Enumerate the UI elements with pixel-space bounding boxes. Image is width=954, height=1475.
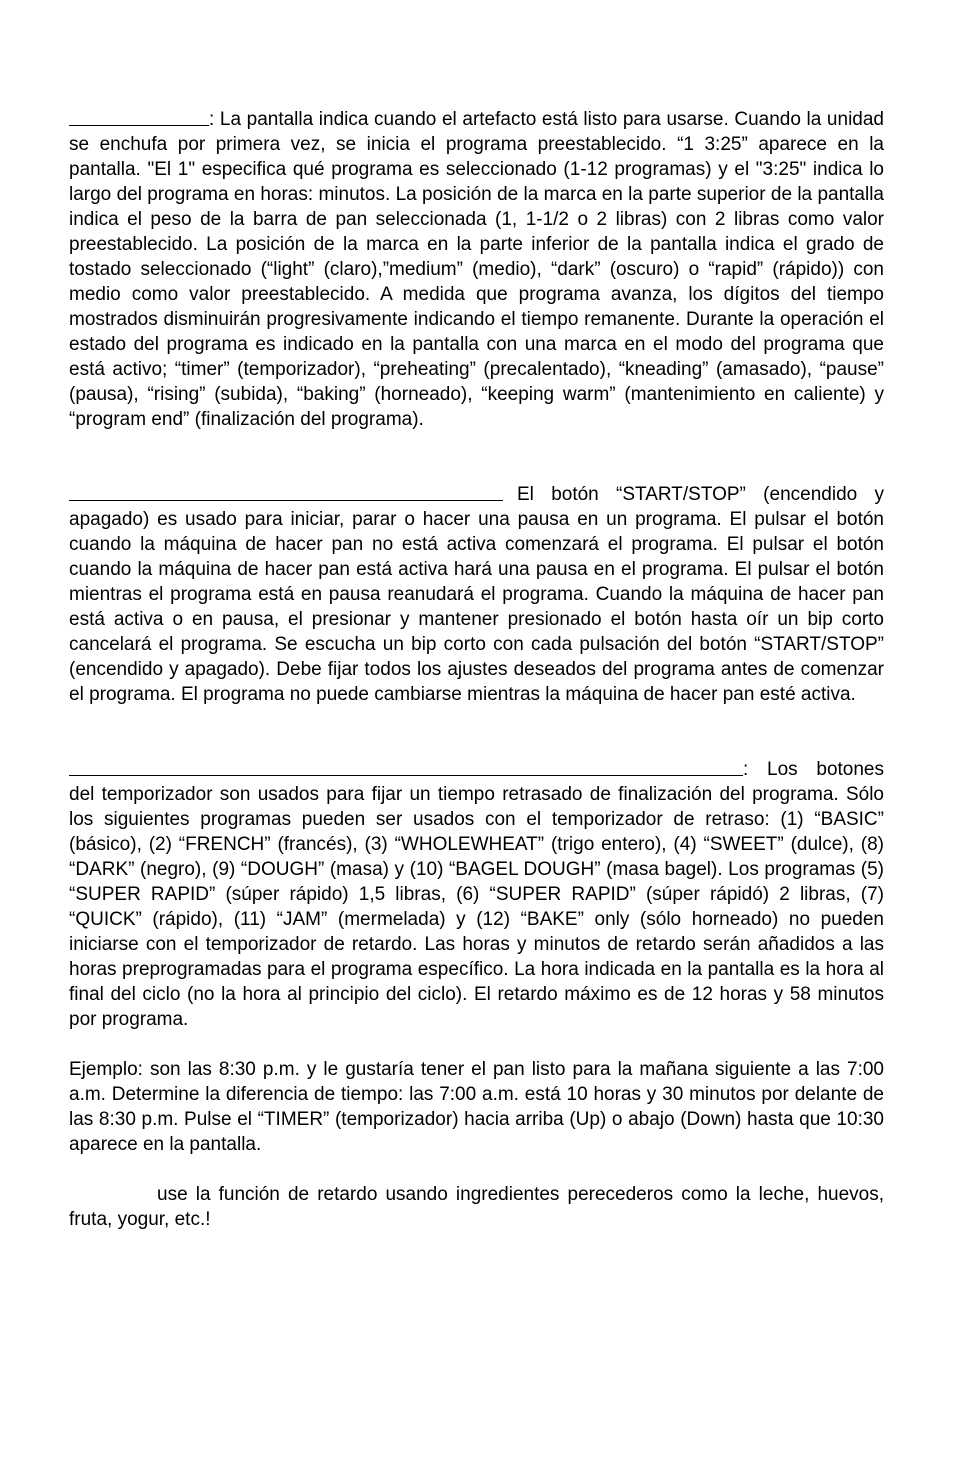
- start-stop-section: [69, 482, 884, 707]
- display-text: : La pantalla indica cuando el artefacto está listo para usarse. Cuando la unidad se enchufa por primera vez, se inicia el programa preestablecido. “1 3:25” aparece en la pantalla. "El 1" especifica qué programa es seleccionado (1-12 programas) y el "3:25" indica lo largo del programa en horas: minutos. La posición de la marca en la parte superior de la pantalla indica el peso de la barra de pan seleccionada (1, 1-1/2 o 2 libras) con 2 libras como valor preestablecido. La posición de la marca en la parte inferior de la pantalla indica el grado de tostado seleccionado (“light” (claro),”medium” (medio), “dark” (oscuro) o “rapid” (rápido)) con medio como valor preestablecido. A medida que programa avanza, los dígitos del tiempo mostrados disminuirán progresivamente indicando el tiempo remanente. Durante la operación el estado del programa es indicado en la pantalla con una marca en el modo del programa que está activo; “timer” (temporizador), “preheating” (precalentado), “kneading” (amasado), “pause” (pausa), “rising” (subida), “baking” (horneado), “keeping warm” (mantenimiento en caliente) y “program end” (finalización del programa).: [69, 109, 884, 430]
- warning-text: use la función de retardo usando ingredientes perecederos como la leche, huevos, fruta, yogur, etc.!: [69, 1184, 884, 1230]
- timer-text: : Los botones del temporizador son usados para fijar un tiempo retrasado de finalización del programa. Sólo los siguientes programas pueden ser usados con el temporizador de retraso: (1) “BASIC” (básico), (2) “FRENCH” (francés), (3) “WHOLEWHEAT” (trigo entero), (4) “SWEET” (dulce), (8) “DARK” (negro), (9) “DOUGH” (masa) y (10) “BAGEL DOUGH” (masa bagel). Los programas (5) “SUPER RAPID” (súper rápido) 1,5 libras, (6) “SUPER RAPID” (súper rápidó) 2 libras, (7) “QUICK” (rápido), (11) “JAM” (mermelada) y (12) “BAKE” only (sólo horneado) no pueden iniciarse con el temporizador de retardo. Las horas y minutos de retardo serán añadidos a las horas preprogramadas para el programa específico. La hora indicada en la pantalla es la hora al final del ciclo (no la hora al principio del ciclo). El retardo máximo es de 12 horas y 58 minutos por programa.: [69, 759, 884, 1030]
- timer-section: [69, 757, 884, 1032]
- warning-paragraph: [69, 1182, 884, 1232]
- document-page: [69, 107, 884, 1232]
- display-section: [69, 107, 884, 432]
- heading-blank-timer: [69, 757, 743, 776]
- start-stop-text: El botón “START/STOP” (encendido y apagado) es usado para iniciar, parar o hacer una pausa en un programa. El pulsar el botón cuando la máquina de hacer pan no está activa comenzará el programa. El pulsar el botón cuando la máquina de hacer pan está activa hará una pausa en el programa. El pulsar el botón mientras el programa está en pausa reanudará el programa. Cuando la máquina de hacer pan está activa o en pausa, el presionar y mantener presionado el botón hasta oír un bip corto cancelará el programa. Se escucha un bip corto con cada pulsación del botón “START/STOP” (encendido y apagado). Debe fijar todos los ajustes deseados del programa antes de comenzar el programa. El programa no puede cambiarse mientras la máquina de hacer pan esté activa.: [69, 484, 884, 705]
- example-text: Ejemplo: son las 8:30 p.m. y le gustaría tener el pan listo para la mañana siguiente a las 7:00 a.m. Determine la diferencia de tiempo: las 7:00 a.m. está 10 horas y 30 minutos por delante de las 8:30 p.m. Pulse el “TIMER” (temporizador) hacia arriba (Up) o abajo (Down) hasta que 10:30 aparece en la pantalla.: [69, 1059, 884, 1155]
- example-paragraph: [69, 1057, 884, 1157]
- heading-blank-display: [69, 107, 209, 126]
- heading-blank-start-stop: [69, 482, 503, 501]
